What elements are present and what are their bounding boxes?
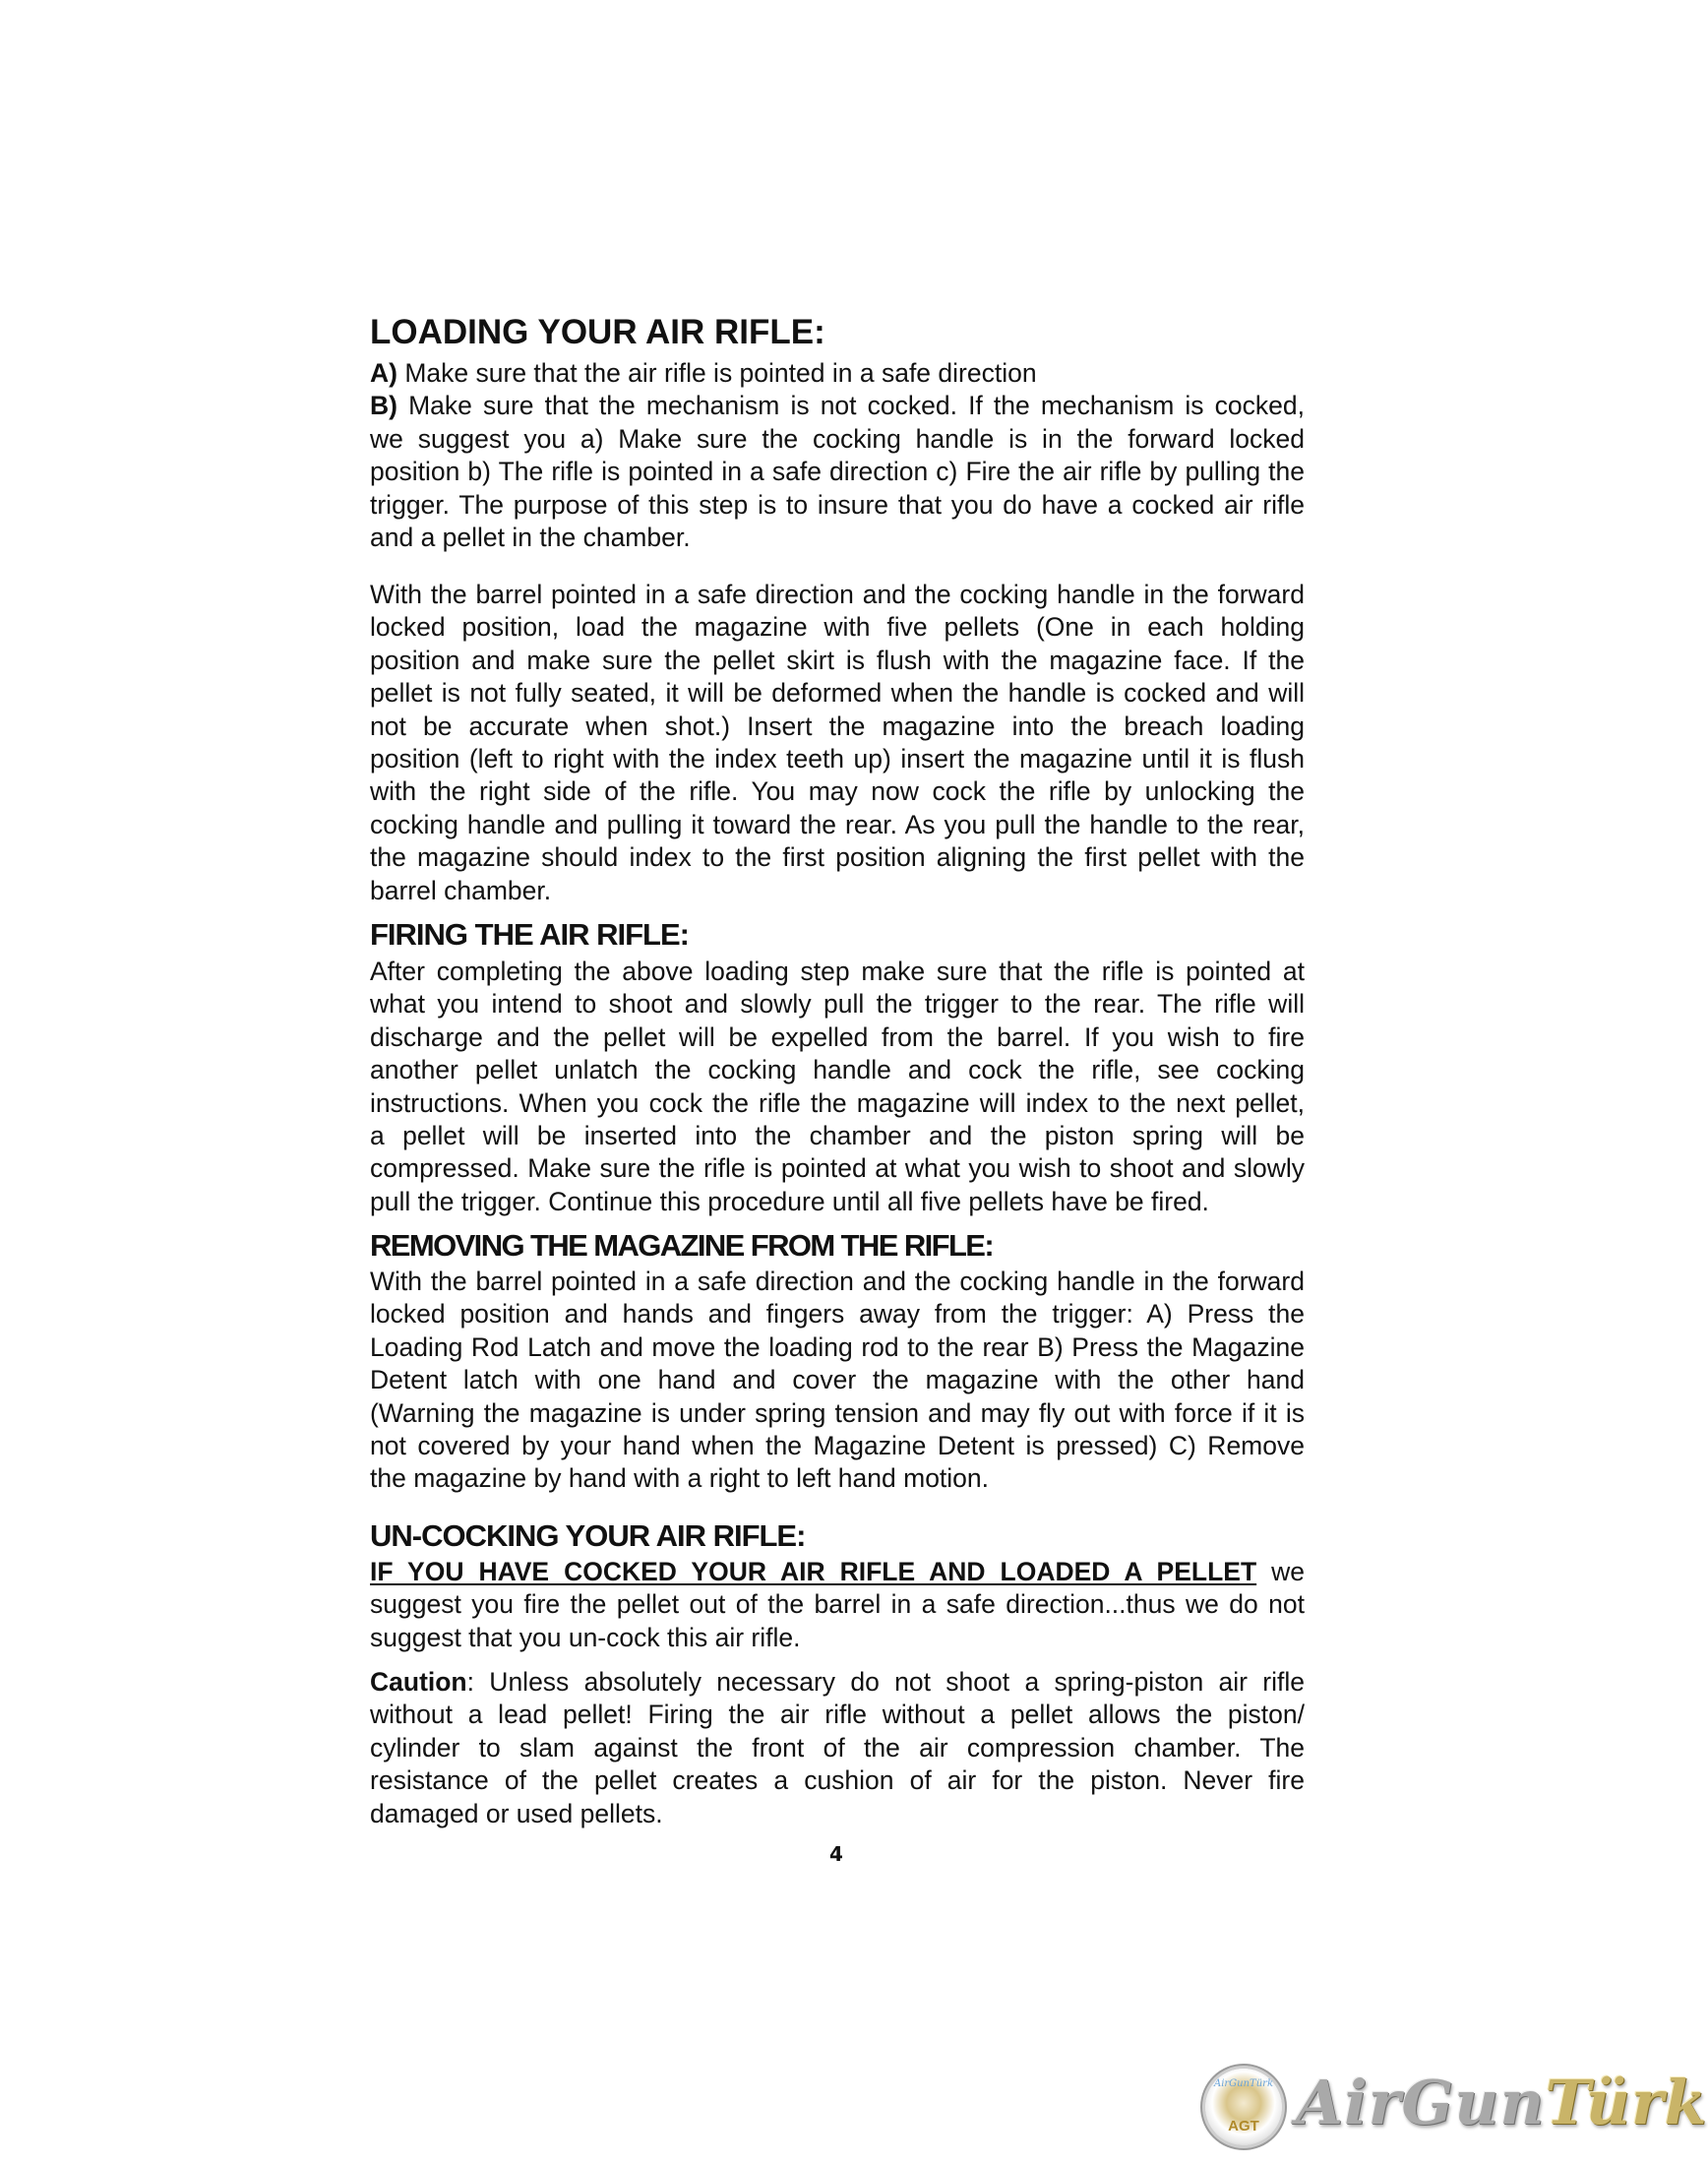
logo-badge-icon [1205, 2069, 1282, 2145]
text-line: position and make sure the pellet skirt is flush with the magazine face. If the [370, 645, 1305, 675]
text-line: barrel chamber. [370, 875, 552, 905]
step-b-label: B) [370, 391, 397, 421]
text-line: compressed. Make sure the rifle is pointed at what you wish to shoot and slowly [370, 1153, 1305, 1184]
text-line: another pellet unlatch the cocking handle and cock the rifle, see cocking [370, 1055, 1305, 1085]
caution-first-line [370, 1666, 1305, 1699]
text-line: discharge and the pellet will be expelled from the barrel. If you wish to fire [370, 1021, 1305, 1052]
text-line: position b) The rifle is pointed in a safe direction c) Fire the air rifle by pulling the [370, 457, 1305, 487]
emphasis-tail: we [1256, 1557, 1305, 1586]
text-line: cylinder to slam against the front of the air compression chamber. The [370, 1732, 1305, 1763]
heading-firing: FIRING THE AIR RIFLE: [370, 917, 689, 952]
text-line: damaged or used pellets. [370, 1798, 663, 1828]
text-line: Detent latch with one hand and cover the magazine with the other hand [370, 1365, 1305, 1395]
text-line: not be accurate when shot.) Insert the magazine into the breach loading [370, 711, 1305, 741]
caution-paragraph [370, 1666, 1305, 1830]
page-number: 4 [829, 1842, 843, 1866]
firing-paragraph [370, 956, 1305, 1218]
text-line: a pellet will be inserted into the chamber and the piston spring will be [370, 1120, 1305, 1150]
logo-badge-abbr: AGT [1228, 2118, 1259, 2134]
text-line: we suggest you a) Make sure the cocking handle is in the forward locked [370, 423, 1305, 454]
text-line: cocking handle and pulling it toward the rear. As you pull the handle to the rear, [370, 809, 1305, 839]
heading-loading: LOADING YOUR AIR RIFLE: [370, 313, 825, 351]
step-a [370, 357, 1305, 390]
text-line: locked position, load the magazine with five pellets (One in each holding [370, 612, 1305, 643]
text-line: the magazine should index to the first position aligning the first pellet with the [370, 842, 1305, 873]
logo-wordmark [1296, 2067, 1708, 2138]
text-line: instructions. When you cock the rifle the magazine will index to the next pellet, [370, 1087, 1305, 1118]
text-line: position (left to right with the index teeth up) insert the magazine until it is flush [370, 743, 1305, 773]
step-b [370, 390, 1305, 422]
step-b-text: Make sure that the mechanism is not cocked. If the mechanism is cocked, [408, 391, 1305, 421]
step-a-label: A) [370, 358, 397, 388]
text-line: pellet is not fully seated, it will be deformed when the handle is cocked and will [370, 678, 1305, 709]
emphasis-line [370, 1556, 1305, 1588]
text-line: suggest you fire the pellet out of the barrel in a safe direction...thus we do not [370, 1589, 1305, 1620]
heading-removing: REMOVING THE MAGAZINE FROM THE RIFLE: [370, 1228, 994, 1263]
uncocking-paragraph [370, 1556, 1305, 1654]
step-a-text: Make sure that the air rifle is pointed in a safe direction [404, 358, 1037, 388]
watermark-logo [1202, 2065, 1708, 2153]
text-line: not covered by your hand when the Magazine Detent is pressed) C) Remove [370, 1430, 1305, 1460]
text-line: the magazine by hand with a right to left hand motion. [370, 1463, 990, 1494]
text-line: resistance of the pellet creates a cushion of air for the piston. Never fire [370, 1765, 1305, 1796]
text-line: and a pellet in the chamber. [370, 522, 691, 552]
text-line: pull the trigger. Continue this procedure until all five pellets have be fired. [370, 1186, 1209, 1216]
text-line: After completing the above loading step make sure that the rifle is pointed at [370, 957, 1305, 986]
caution-label: Caution [370, 1667, 467, 1697]
text-line: without a lead pellet! Firing the air rifle without a pellet allows the piston/ [370, 1700, 1305, 1730]
text-line: With the barrel pointed in a safe direction and the cocking handle in the forward [370, 580, 1305, 609]
removing-paragraph [370, 1266, 1305, 1496]
warning-emphasis: IF YOU HAVE COCKED YOUR AIR RIFLE AND LOADED A PELLET [370, 1557, 1257, 1586]
logo-wordmark-part2: Türk [1545, 2067, 1708, 2138]
text-line: With the barrel pointed in a safe direction and the cocking handle in the forward [370, 1267, 1305, 1296]
loading-paragraph [370, 579, 1305, 907]
text-line: suggest that you un-cock this air rifle. [370, 1622, 801, 1652]
text-line: trigger. The purpose of this step is to insure that you do have a cocked air rifle [370, 489, 1305, 520]
heading-uncocking: UN-COCKING YOUR AIR RIFLE: [370, 1518, 806, 1553]
text-line: (Warning the magazine is under spring tension and may fly out with force if it is [370, 1397, 1305, 1428]
text-line: what you intend to shoot and slowly pull the trigger to the rear. The rifle will [370, 989, 1305, 1020]
logo-wordmark-part1: AirGun [1296, 2067, 1546, 2138]
loading-steps [370, 357, 1305, 554]
caution-text: : Unless absolutely necessary do not shoot a spring-piston air rifle [466, 1667, 1305, 1697]
text-line: locked position and hands and fingers away from the trigger: A) Press the [370, 1299, 1305, 1330]
text-line: with the right side of the rifle. You may now cock the rifle by unlocking the [370, 776, 1305, 807]
text-line: Loading Rod Latch and move the loading rod to the rear B) Press the Magazine [370, 1331, 1305, 1362]
logo-badge-arc-text: AirGunTürk [1213, 2078, 1274, 2089]
